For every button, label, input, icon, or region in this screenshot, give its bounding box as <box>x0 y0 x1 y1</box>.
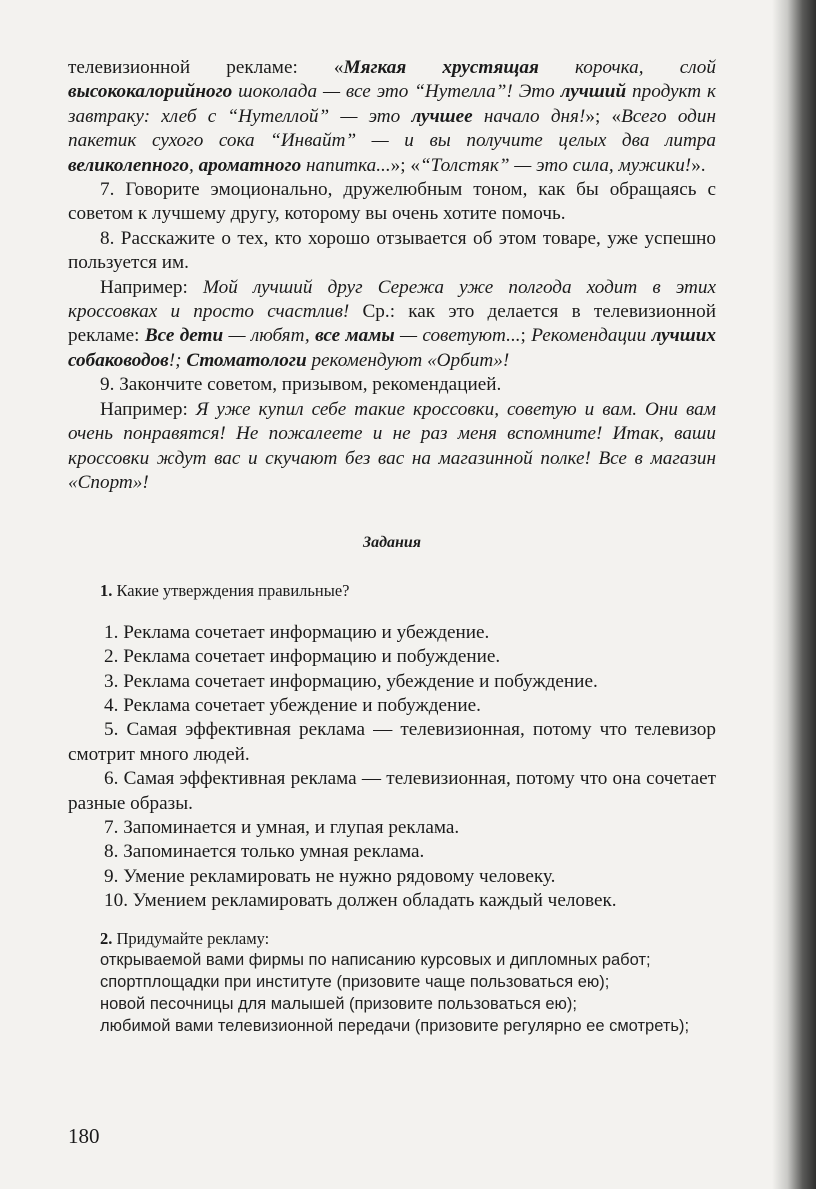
intro-run: Всего один пакетик сухого сока “Инвайт” — и вы получите целых два литра <box>68 105 716 152</box>
example-1 <box>68 276 716 374</box>
intro-run: напитка... <box>301 154 391 176</box>
task-2-item: спортплощадки при институте (призовите чаще пользоваться ею); <box>100 972 610 991</box>
statement-item: 7. Запоминается и умная, и глупая реклама. <box>104 816 460 838</box>
page-number: 180 <box>68 1124 100 1148</box>
statement-item: 5. Самая эффективная реклама — телевизионная, потому что телевизор смотрит много людей. <box>68 719 716 765</box>
example-2-label: Например: <box>100 398 196 420</box>
task-2-item: открываемой вами фирмы по написанию курсовых и дипломных работ; <box>100 950 651 969</box>
ex1-run: — любят, <box>223 325 316 347</box>
ex1-run: Например: <box>100 276 203 298</box>
example-2 <box>68 398 716 496</box>
intro-run: корочка, слой <box>538 57 716 78</box>
ex1-run: ; <box>520 325 532 347</box>
ex1-run: !; <box>168 349 187 371</box>
ex1-run: все мамы <box>315 325 395 347</box>
task-1-prompt <box>68 580 716 601</box>
rule-7: 7. Говорите эмоционально, дружелюбным тоном, как бы обращаясь с советом к лучшему другу, которому вы очень хотите помочь. <box>68 179 716 225</box>
ex1-run: Ср.: как это делается в телевизионной рекламе: <box>68 301 716 347</box>
intro-run: великолепного <box>68 154 189 176</box>
intro-run: лучшее <box>411 105 473 127</box>
task-2-text: Придумайте рекламу: <box>112 928 270 948</box>
page-body <box>68 56 716 1037</box>
statement-item: 9. Умение рекламировать не нужно рядовому человеку. <box>104 865 556 887</box>
intro-run: продукт к завтраку: хлеб с “Нутеллой” — это <box>68 81 716 127</box>
intro-run: телевизионной рекламе: « <box>68 57 344 78</box>
intro-run: лучший <box>560 81 627 103</box>
statement-item: 2. Реклама сочетает информацию и побуждение. <box>104 646 501 668</box>
rule-9: 9. Закончите советом, призывом, рекомендацией. <box>100 374 502 396</box>
statement-item: 1. Реклама сочетает информацию и убеждение. <box>104 621 490 643</box>
ex1-run: Мой лучший друг Сережа уже полгода ходит в этих кроссовках и просто счастлив! <box>68 276 716 323</box>
ex1-run: Стоматологи <box>186 349 307 371</box>
ex1-run: Рекомендации <box>531 325 652 347</box>
ex1-run: — советуют... <box>394 325 521 347</box>
example-2-text: Я уже купил себе такие кроссовки, советую и вам. Они вам очень понравятся! Не пожалеете и не раз меня вспомните! Итак, ваши кроссовки ждут вас и скучают без вас на магазинной полке! Все в магазин «Спорт»! <box>68 398 716 493</box>
statement-item: 10. Умением рекламировать должен обладать каждый человек. <box>104 890 617 912</box>
task-1-number: 1. <box>100 580 113 600</box>
ex1-run: рекомендуют «Орбит»! <box>306 349 510 371</box>
statement-item: 4. Реклама сочетает убеждение и побуждение. <box>104 694 481 716</box>
intro-run: начало дня! <box>472 105 586 127</box>
section-heading: Задания <box>362 534 422 552</box>
task-2-prompt <box>68 928 716 949</box>
task-2-list <box>68 949 716 1037</box>
intro-run: “Толстяк” — это сила, мужики! <box>419 154 692 176</box>
rule-8: 8. Расскажите о тех, кто хорошо отзывается об этом товаре, уже успешно пользуется им. <box>68 227 716 274</box>
binding-shadow <box>772 0 816 1189</box>
task-2-number: 2. <box>100 928 113 948</box>
intro-run: »; « <box>390 154 420 176</box>
statement-item: 6. Самая эффективная реклама — телевизионная, потому что она сочетает разные образы. <box>68 768 716 814</box>
intro-run: ароматного <box>198 154 302 176</box>
task-1-text: Какие утверждения правильные? <box>112 580 350 600</box>
statement-item: 3. Реклама сочетает информацию, убеждение и побуждение. <box>104 670 598 692</box>
task-2-item: новой песочницы для малышей (призовите пользоваться ею); <box>100 994 577 1013</box>
ex1-run: лучших собаководов <box>68 325 716 371</box>
intro-run: шоколада — все это “Нутелла”! Это <box>232 81 561 103</box>
intro-run: Мягкая хрустящая <box>343 57 539 78</box>
intro-run: ». <box>691 154 706 176</box>
intro-paragraph <box>68 56 716 178</box>
task-2-item: любимой вами телевизионной передачи (призовите регулярно ее смотреть); <box>100 1016 690 1035</box>
statement-item: 8. Запоминается только умная реклама. <box>104 841 425 863</box>
ex1-run: Все дети <box>144 325 224 347</box>
intro-run: »; « <box>585 105 622 127</box>
intro-run: , <box>188 154 199 176</box>
intro-run: высококалорийного <box>68 81 233 103</box>
statement-list <box>68 621 716 914</box>
